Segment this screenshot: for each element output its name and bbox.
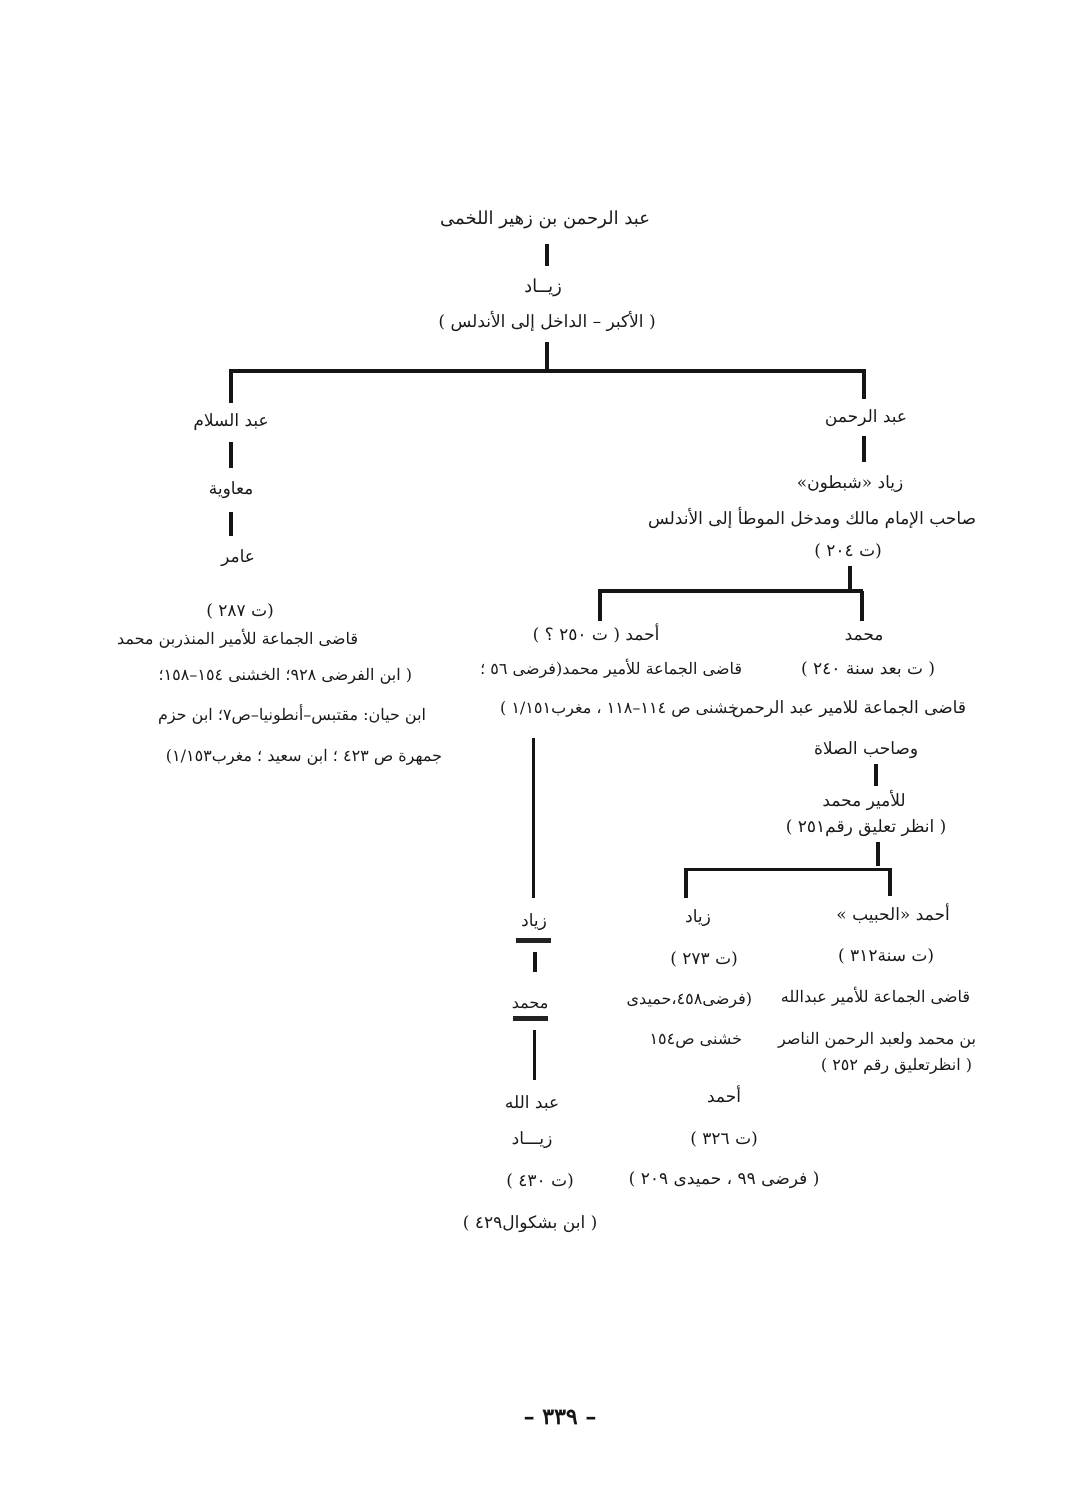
ahmad-habib-role2: بن محمد ولعبد الرحمن الناصر: [778, 1029, 976, 1048]
ahmad-role: قاضى الجماعة للأمير محمد(فرضى ٥٦ ؛: [480, 659, 742, 678]
connector-line: [598, 589, 863, 593]
ziyad-refs: (فرضى٤٥٨،حميدى: [626, 989, 752, 1008]
ahmad-line-g4: زيـــاد: [511, 1129, 553, 1149]
connector-line: [862, 436, 866, 462]
ziyad-son-refs: ( فرضى ٩٩ ، حميدى ٢٠٩ ): [628, 1169, 820, 1189]
root-son-name: زيــاد: [524, 276, 562, 297]
connector-line: [684, 870, 688, 898]
connector-line: [229, 512, 233, 536]
connector-mark: [513, 1016, 548, 1021]
ahmad-name: أحمد ( ت ٢٥٠ ؟ ): [532, 625, 660, 645]
right-branch-son-death: (ت ٢٠٤ ): [814, 541, 882, 561]
left-branch-line: قاضى الجماعة للأمير المنذربن محمد: [116, 629, 358, 648]
muhammad-note: ( انظر تعليق رقم٢٥١ ): [785, 817, 947, 837]
muhammad-role2: وصاحب الصلاة: [813, 739, 919, 759]
right-branch-son: زياد «شبطون»: [796, 473, 904, 493]
ziyad-son-death: (ت ٣٢٦ ): [690, 1129, 758, 1149]
connector-line: [848, 566, 852, 590]
left-branch-death: (ت ٢٨٧ ): [206, 601, 274, 621]
connector-line: [876, 842, 880, 866]
ahmad-line-g4-death: (ت ٤٣٠ ): [506, 1171, 574, 1191]
connector-line: [888, 870, 892, 896]
connector-line: [860, 591, 864, 621]
ahmad-line-son: زياد: [521, 911, 547, 931]
left-branch-line: ابن حيان: مقتبس–أنطونيا–ص٧؛ ابن حزم: [157, 705, 426, 724]
connector-line: [229, 371, 233, 403]
ahmad-line-g3: عبد الله: [504, 1093, 560, 1113]
left-branch-grandson: عامر: [221, 547, 255, 567]
ahmad-habib-note: ( انظرتعليق رقم ٢٥٢ ): [820, 1055, 972, 1074]
muhammad-role: قاضى الجماعة للامير عبد الرحمن: [731, 698, 966, 718]
left-branch-son: معاوية: [208, 479, 254, 499]
connector-line: [545, 342, 549, 370]
right-branch-son-note: صاحب الإمام مالك ومدخل الموطأ إلى الأندلس: [647, 509, 977, 529]
ahmad-line-g4-ref: ( ابن بشكوال٤٢٩ ): [462, 1213, 598, 1233]
connector-line: [684, 868, 892, 871]
ahmad-habib-role: قاضى الجماعة للأمير عبدالله: [780, 987, 970, 1006]
connector-line: [229, 369, 866, 373]
ziyad-refs: خشنى ص١٥٤: [649, 1029, 742, 1048]
ahmad-habib-death: (ت سنة٣١٢ ): [838, 946, 934, 966]
left-branch-name: عبد السلام: [193, 411, 269, 431]
connector-line: [533, 1030, 536, 1080]
connector-mark: [516, 938, 551, 943]
connector-line: [862, 371, 866, 399]
ziyad-son-name: أحمد: [707, 1087, 741, 1107]
right-branch-name: عبد الرحمن: [824, 407, 908, 427]
connector-line: [533, 952, 537, 972]
root-name: عبد الرحمن بن زهير اللخمى: [440, 208, 650, 229]
left-branch-line: ( ابن الفرضى ٩٢٨؛ الخشنى ١٥٤–١٥٨؛: [158, 665, 412, 684]
connector-line: [545, 244, 549, 266]
connector-line: [229, 442, 233, 468]
connector-line: [532, 738, 535, 898]
left-branch-line: جمهرة ص ٤٢٣ ؛ ابن سعيد ؛ مغرب١/١٥٣): [165, 746, 442, 765]
connector-line: [874, 764, 878, 786]
root-son-note: ( الأكبر – الداخل إلى الأندلس ): [438, 312, 656, 332]
page-number: – ٣٣٩ –: [523, 1404, 597, 1430]
muhammad-death: ( ت بعد سنة ٢٤٠ ): [800, 659, 936, 679]
ahmad-refs: خشنى ص ١١٤–١١٨ ، مغرب١/١٥١ ): [499, 698, 738, 717]
muhammad-name: محمد: [844, 625, 884, 645]
connector-line: [598, 591, 602, 621]
ziyad-death: (ت ٢٧٣ ): [670, 949, 738, 969]
muhammad-role3: للأمير محمد: [822, 791, 906, 811]
ahmad-line-grandson: محمد: [511, 993, 549, 1012]
ahmad-habib-name: أحمد «الحبيب »: [836, 905, 950, 925]
ziyad-name: زياد: [685, 907, 711, 927]
